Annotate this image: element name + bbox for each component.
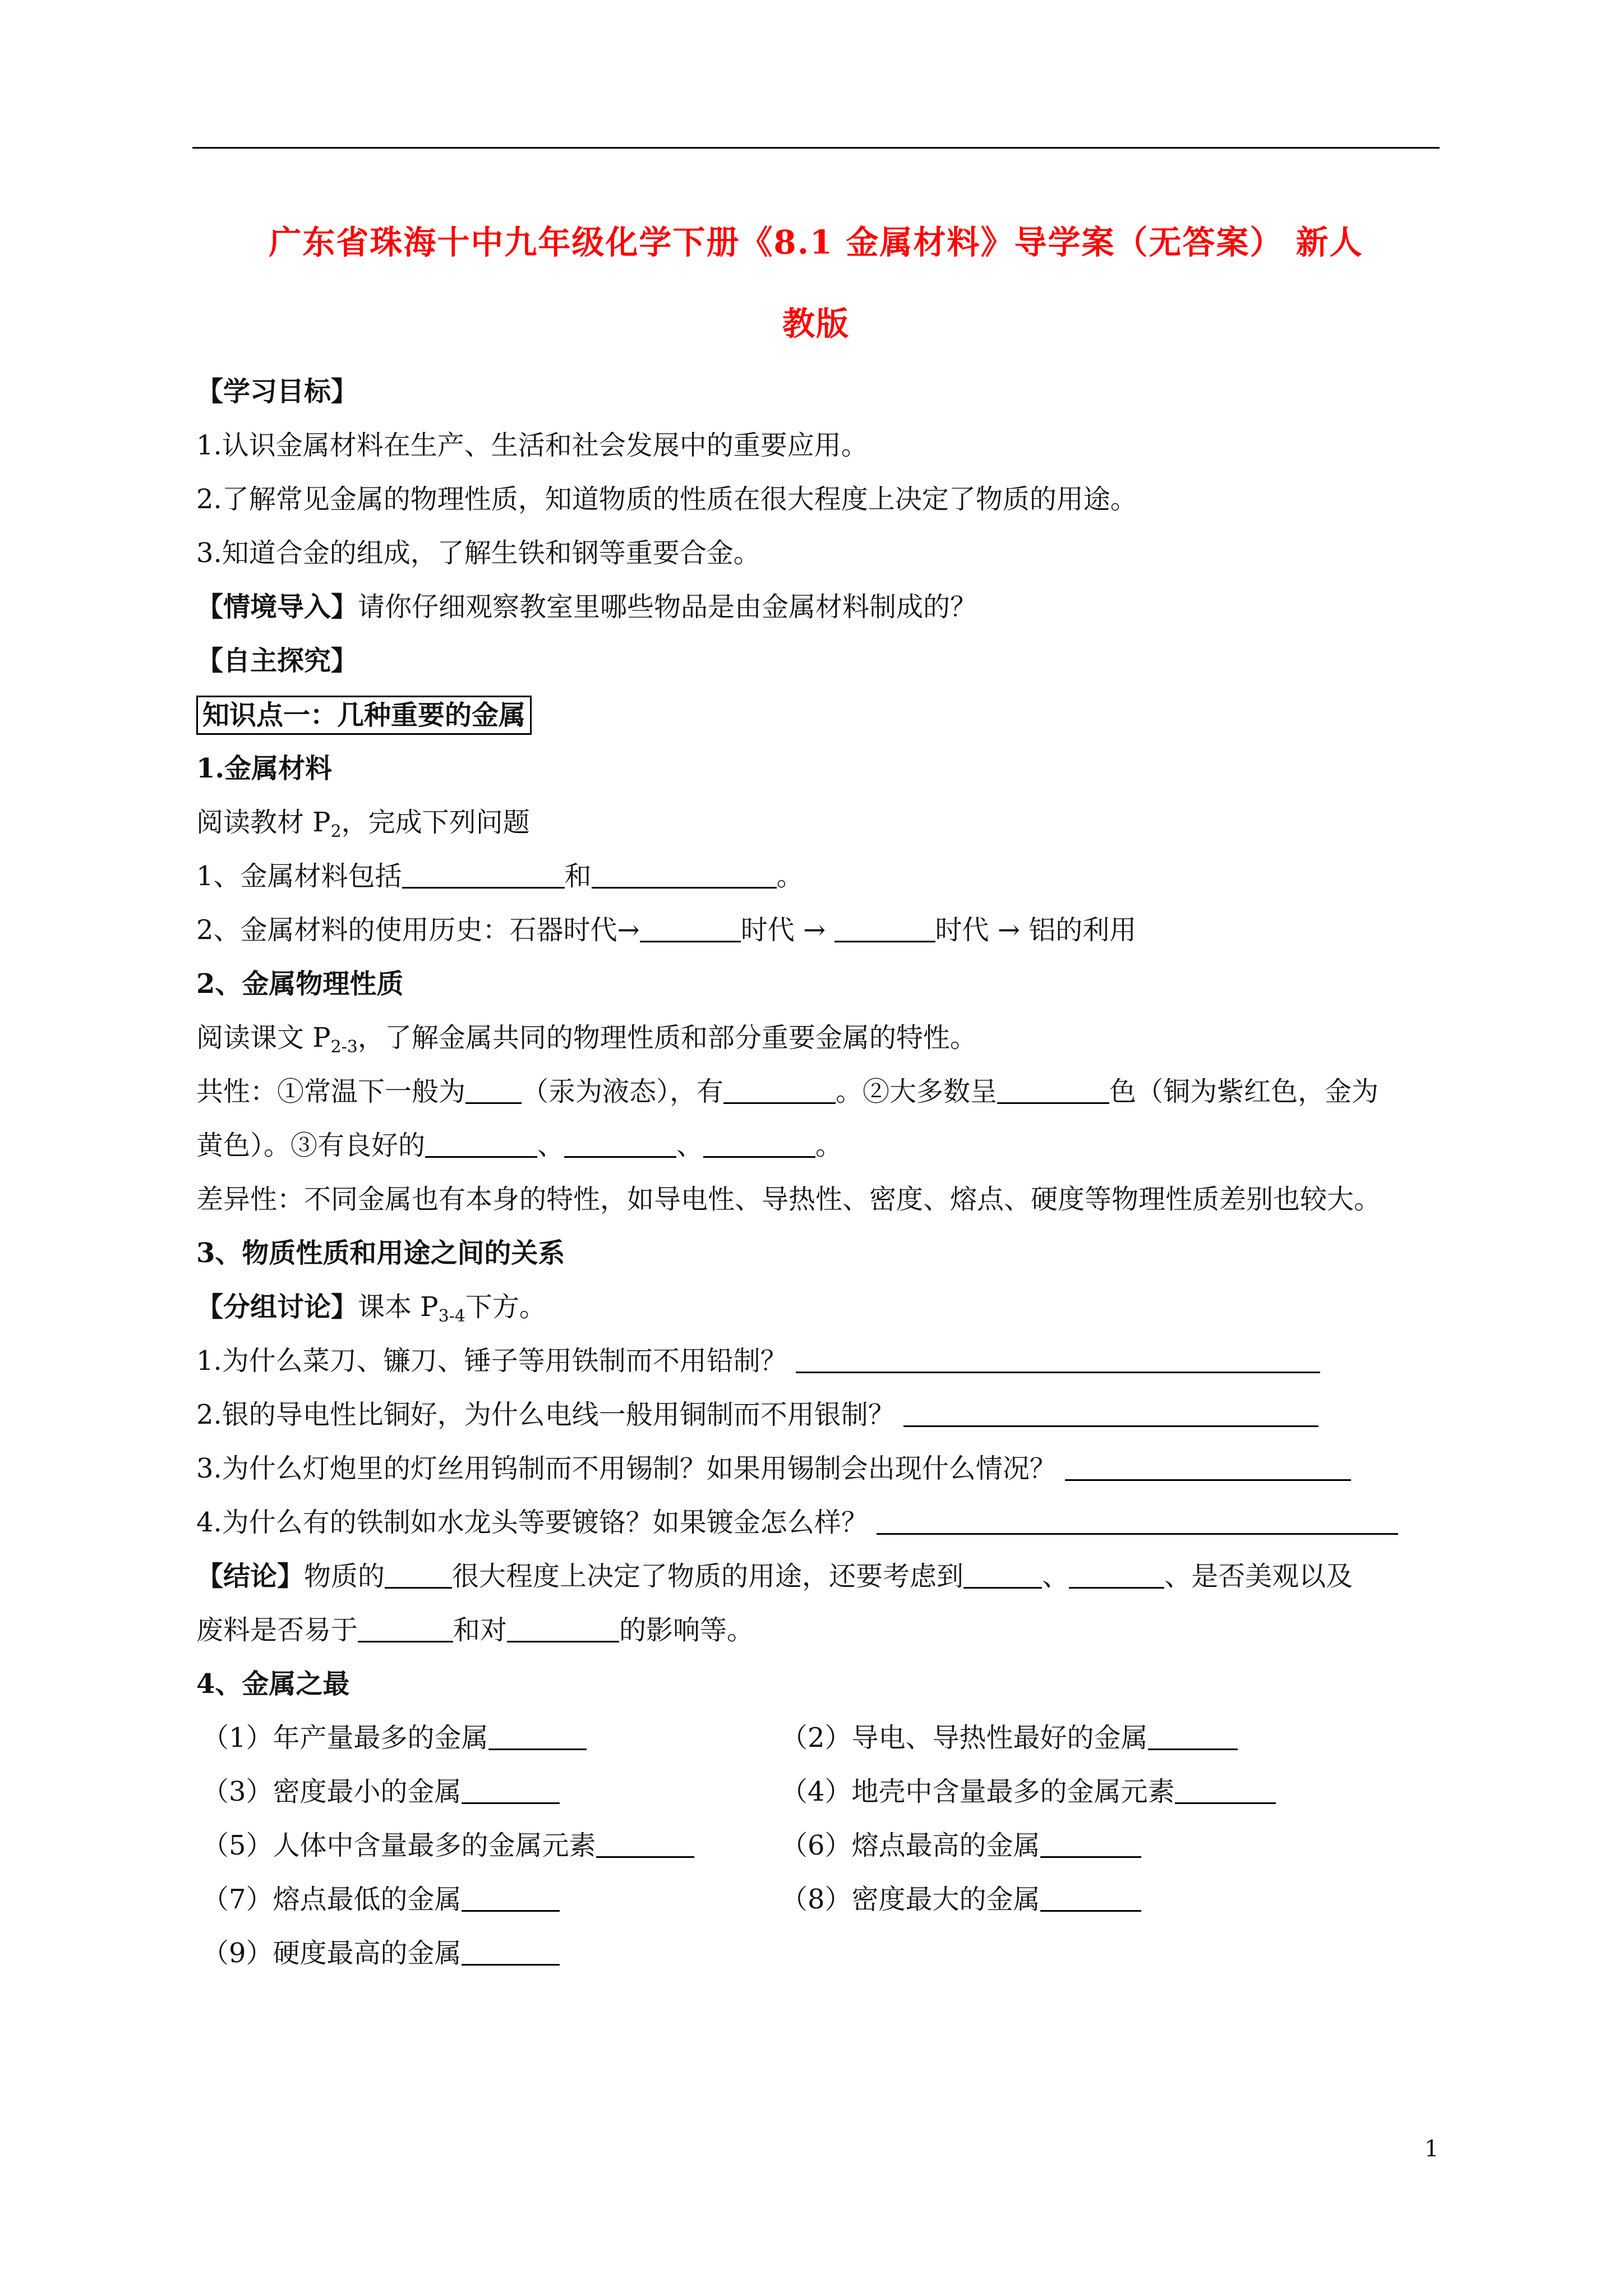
read-text-end: ，完成下列问题 bbox=[341, 807, 530, 838]
intro-line bbox=[196, 590, 977, 624]
document-title-line2: 教版 bbox=[782, 305, 850, 343]
answer-blank[interactable] bbox=[564, 1130, 676, 1158]
superlative-item-6 bbox=[781, 1829, 1141, 1862]
superlative-item-7 bbox=[202, 1883, 560, 1916]
objective-item-3: 3.知道合金的组成，了解生铁和钢等重要合金。 bbox=[196, 537, 760, 569]
conclusion-text: 的影响等。 bbox=[619, 1614, 754, 1646]
group-subscript: 3-4 bbox=[438, 1306, 465, 1326]
superlative-text: （7）熔点最低的金属 bbox=[202, 1884, 462, 1915]
discussion-question-2 bbox=[196, 1398, 1318, 1432]
answer-blank[interactable] bbox=[1175, 1777, 1276, 1804]
question-text: 1.为什么菜刀、镰刀、锤子等用铁制而不用铅制？ bbox=[196, 1345, 787, 1377]
q1-text-end: 。 bbox=[776, 861, 804, 892]
common-text: 。 bbox=[815, 1130, 843, 1161]
superlative-item-2 bbox=[781, 1721, 1238, 1755]
objective-item-2: 2.了解常见金属的物理性质，知道物质的性质在很大程度上决定了物质的用途。 bbox=[196, 484, 1137, 515]
common-text: 共性：①常温下一般为 bbox=[196, 1076, 466, 1107]
objective-item-1: 1.认识金属材料在生产、生活和社会发展中的重要应用。 bbox=[196, 430, 868, 461]
superlative-item-9 bbox=[202, 1936, 560, 1970]
q1-text: 1、金属材料包括 bbox=[196, 861, 402, 892]
read-text: 阅读课文 P bbox=[196, 1022, 331, 1053]
knowledge-point-1-box: 知识点一：几种重要的金属 bbox=[196, 696, 532, 735]
question-text: 2.银的导电性比铜好，为什么电线一般用铜制而不用银制？ bbox=[196, 1399, 895, 1430]
read-text: 阅读教材 P bbox=[196, 807, 331, 838]
answer-blank[interactable] bbox=[723, 1076, 836, 1104]
group-discussion-line bbox=[196, 1290, 546, 1333]
answer-blank[interactable] bbox=[1148, 1723, 1238, 1750]
answer-blank[interactable] bbox=[385, 1561, 452, 1589]
q2-text-mid: 时代 → bbox=[740, 914, 826, 946]
group-text-end: 下方。 bbox=[465, 1291, 546, 1323]
group-discussion-label: 【分组讨论】 bbox=[196, 1291, 358, 1323]
common-text: 、 bbox=[676, 1130, 704, 1161]
answer-blank[interactable] bbox=[462, 1777, 560, 1804]
superlative-text: （2）导电、导热性最好的金属 bbox=[781, 1722, 1148, 1754]
answer-blank[interactable] bbox=[402, 861, 565, 889]
superlative-text: （1）年产量最多的金属 bbox=[202, 1722, 488, 1754]
common-text: （汞为液态），有 bbox=[522, 1076, 724, 1107]
answer-blank[interactable] bbox=[462, 1884, 560, 1912]
read-subscript: 2-3 bbox=[330, 1037, 358, 1057]
answer-blank[interactable] bbox=[1040, 1830, 1141, 1858]
answer-blank[interactable] bbox=[507, 1615, 619, 1642]
conclusion-text: 很大程度上决定了物质的用途，还要考虑到 bbox=[452, 1561, 964, 1592]
conclusion-line-2 bbox=[196, 1613, 754, 1647]
common-text: 色（铜为紫红色，金为 bbox=[1109, 1076, 1379, 1107]
conclusion-label: 【结论】 bbox=[196, 1561, 305, 1592]
section-1-question-2 bbox=[196, 913, 1136, 947]
read-text-end: ，了解金属共同的物理性质和部分重要金属的特性。 bbox=[357, 1022, 977, 1053]
conclusion-text: 和对 bbox=[453, 1614, 508, 1646]
intro-label: 【情境导入】 bbox=[196, 591, 358, 623]
answer-blank[interactable] bbox=[592, 861, 777, 889]
answer-blank[interactable] bbox=[358, 1615, 453, 1642]
q2-text: 2、金属材料的使用历史：石器时代→ bbox=[196, 914, 640, 946]
common-text: 。②大多数呈 bbox=[836, 1076, 998, 1107]
superlative-text: （6）熔点最高的金属 bbox=[781, 1830, 1040, 1861]
conclusion-text: 废料是否易于 bbox=[196, 1614, 358, 1646]
answer-blank[interactable] bbox=[703, 1130, 815, 1158]
question-text: 3.为什么灯炮里的灯丝用钨制而不用锡制？如果用锡制会出现什么情况？ bbox=[196, 1453, 1057, 1484]
answer-blank[interactable] bbox=[1040, 1884, 1141, 1912]
q2-text-end: 时代 → 铝的利用 bbox=[935, 914, 1137, 946]
difference-line: 差异性：不同金属也有本身的特性，如导电性、导热性、密度、熔点、硬度等物理性质差别也较大。 bbox=[196, 1184, 1381, 1215]
answer-blank[interactable] bbox=[1069, 1561, 1164, 1589]
superlative-item-1 bbox=[202, 1721, 587, 1755]
answer-blank[interactable] bbox=[1065, 1453, 1351, 1481]
superlative-text: （9）硬度最高的金属 bbox=[202, 1938, 462, 1969]
section-2-read bbox=[196, 1021, 977, 1064]
answer-blank[interactable] bbox=[425, 1130, 537, 1158]
document-title-line1: 广东省珠海十中九年级化学下册《8.1 金属材料》导学案（无答案） 新人 bbox=[269, 223, 1363, 261]
section-4-title: 4、金属之最 bbox=[196, 1668, 350, 1700]
discussion-question-4 bbox=[196, 1506, 1398, 1539]
common-text: 黄色）。③有良好的 bbox=[196, 1130, 426, 1161]
answer-blank[interactable] bbox=[903, 1400, 1318, 1427]
answer-blank[interactable] bbox=[963, 1561, 1042, 1589]
q1-text-and: 和 bbox=[564, 861, 592, 892]
common-text: 、 bbox=[537, 1130, 565, 1161]
page-number: 1 bbox=[1424, 2136, 1439, 2162]
section-1-read bbox=[196, 806, 530, 849]
superlative-item-5 bbox=[202, 1829, 694, 1862]
section-2-title: 2、金属物理性质 bbox=[196, 968, 404, 1000]
answer-blank[interactable] bbox=[488, 1723, 587, 1750]
discussion-question-3 bbox=[196, 1452, 1351, 1485]
section-3-title: 3、物质性质和用途之间的关系 bbox=[196, 1237, 565, 1269]
superlative-item-8 bbox=[781, 1883, 1141, 1916]
superlative-text: （3）密度最小的金属 bbox=[202, 1776, 462, 1807]
superlative-text: （8）密度最大的金属 bbox=[781, 1884, 1040, 1915]
section-1-question-1 bbox=[196, 859, 804, 893]
answer-blank[interactable] bbox=[465, 1076, 522, 1104]
conclusion-text: 物质的 bbox=[304, 1561, 385, 1592]
conclusion-text: 、 bbox=[1042, 1561, 1069, 1592]
question-text: 4.为什么有的铁制如水龙头等要镀铬？如果镀金怎么样？ bbox=[196, 1507, 868, 1538]
discussion-question-1 bbox=[196, 1344, 1320, 1378]
answer-blank[interactable] bbox=[997, 1076, 1109, 1104]
answer-blank[interactable] bbox=[796, 1346, 1320, 1373]
answer-blank[interactable] bbox=[877, 1507, 1398, 1535]
header-rule bbox=[192, 147, 1440, 149]
explore-heading: 【自主探究】 bbox=[196, 645, 358, 677]
conclusion-line-1 bbox=[196, 1559, 1353, 1593]
superlative-text: （4）地壳中含量最多的金属元素 bbox=[781, 1776, 1175, 1807]
read-subscript: 2 bbox=[330, 822, 342, 841]
section-1-title: 1.金属材料 bbox=[196, 753, 333, 784]
common-properties-line-1 bbox=[196, 1075, 1378, 1108]
common-properties-line-2 bbox=[196, 1129, 842, 1162]
superlative-item-3 bbox=[202, 1775, 560, 1809]
answer-blank[interactable] bbox=[834, 915, 935, 942]
group-text: 课本 P bbox=[358, 1291, 439, 1323]
objectives-heading: 【学习目标】 bbox=[196, 376, 358, 407]
superlative-text: （5）人体中含量最多的金属元素 bbox=[202, 1830, 596, 1861]
conclusion-text: 、是否美观以及 bbox=[1164, 1561, 1353, 1592]
answer-blank[interactable] bbox=[462, 1938, 560, 1966]
answer-blank[interactable] bbox=[640, 915, 741, 942]
knowledge-point-1 bbox=[196, 696, 532, 735]
answer-blank[interactable] bbox=[596, 1830, 694, 1858]
superlative-item-4 bbox=[781, 1775, 1276, 1809]
intro-text: 请你仔细观察教室里哪些物品是由金属材料制成的？ bbox=[358, 591, 978, 623]
